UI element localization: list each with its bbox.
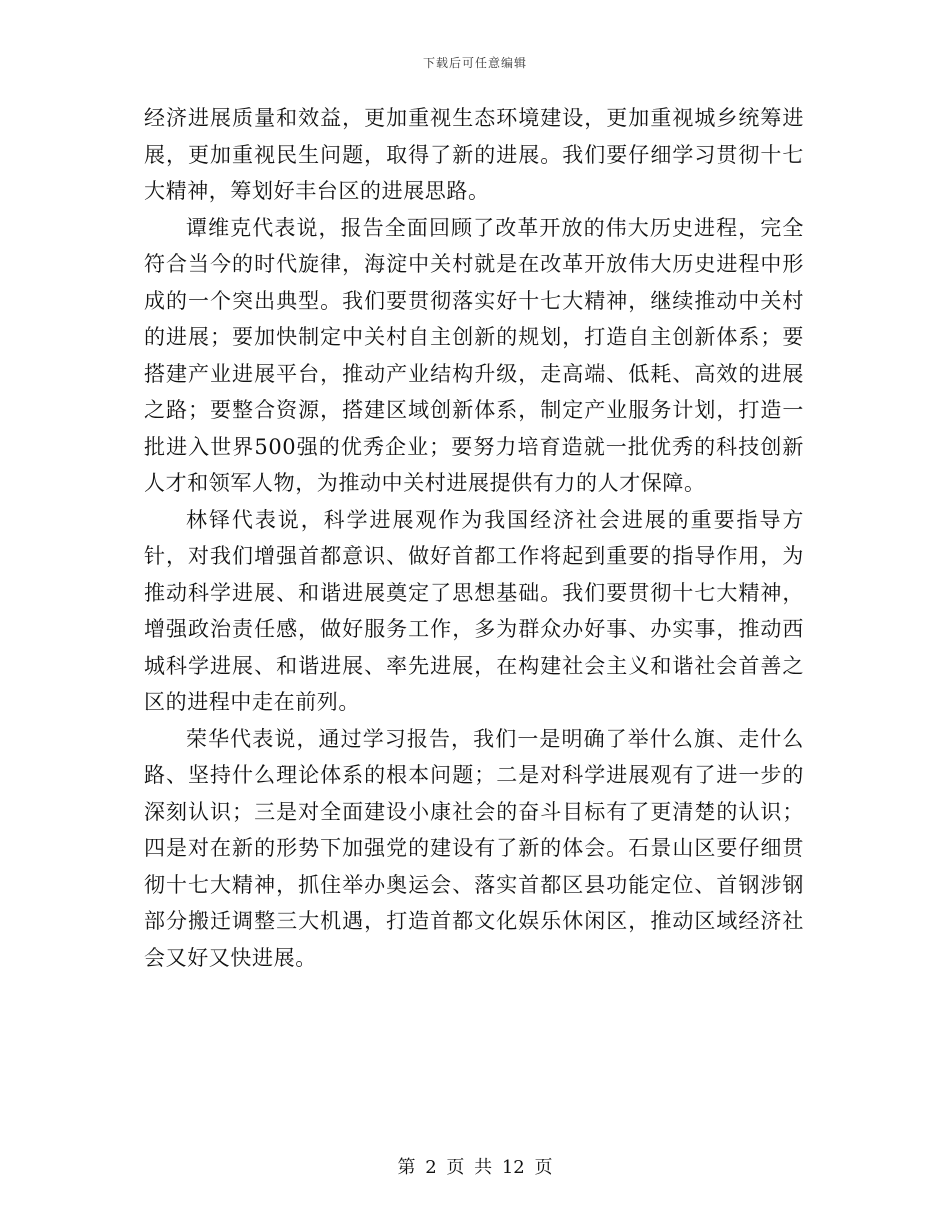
paragraph-rong-hua: 荣华代表说，通过学习报告，我们一是明确了举什么旗、走什么路、坚持什么理论体系的根本问题；二是对科学进展观有了进一步的深刻认识；三是对全面建设小康社会的奋斗目标有了更清楚的认识；四是对在新的形势下加强党的建设有了新的体会。石景山区要仔细贯彻十七大精神，抓住举办奥运会、落实首都区县功能定位、首钢涉钢部分搬迁调整三大机遇，打造首都文化娱乐休闲区，推动区域经济社会又好又快进展。: [144, 726, 804, 970]
document-body: [144, 100, 804, 976]
paragraph-continuation: 经济进展质量和效益，更加重视生态环境建设，更加重视城乡统筹进展，更加重视民生问题，取得了新的进展。我们要仔细学习贯彻十七大精神，筹划好丰台区的进展思路。: [144, 106, 804, 203]
header-note: 下载后可任意编辑: [422, 56, 527, 70]
page-number: 第 2 页 共 12 页: [397, 1157, 553, 1178]
paragraph-tan-weike: 谭维克代表说，报告全面回顾了改革开放的伟大历史进程，完全符合当今的时代旋律，海淀中关村就是在改革开放伟大历史进程中形成的一个突出典型。我们要贯彻落实好十七大精神，继续推动中关村的进展；要加快制定中关村自主创新的规划，打造自主创新体系；要搭建产业进展平台，推动产业结构升级，走高端、低耗、高效的进展之路；要整合资源，搭建区域创新体系，制定产业服务计划，打造一批进入世界500强的优秀企业；要努力培育造就一批优秀的科技创新人才和领军人物，为推动中关村进展提供有力的人才保障。: [144, 215, 804, 495]
paragraph-lin-duo: 林铎代表说，科学进展观作为我国经济社会进展的重要指导方针，对我们增强首都意识、做好首都工作将起到重要的指导作用，为推动科学进展、和谐进展奠定了思想基础。我们要贯彻十七大精神，增强政治责任感，做好服务工作，多为群众办好事、办实事，推动西城科学进展、和谐进展、率先进展，在构建社会主义和谐社会首善之区的进程中走在前列。: [144, 507, 804, 714]
